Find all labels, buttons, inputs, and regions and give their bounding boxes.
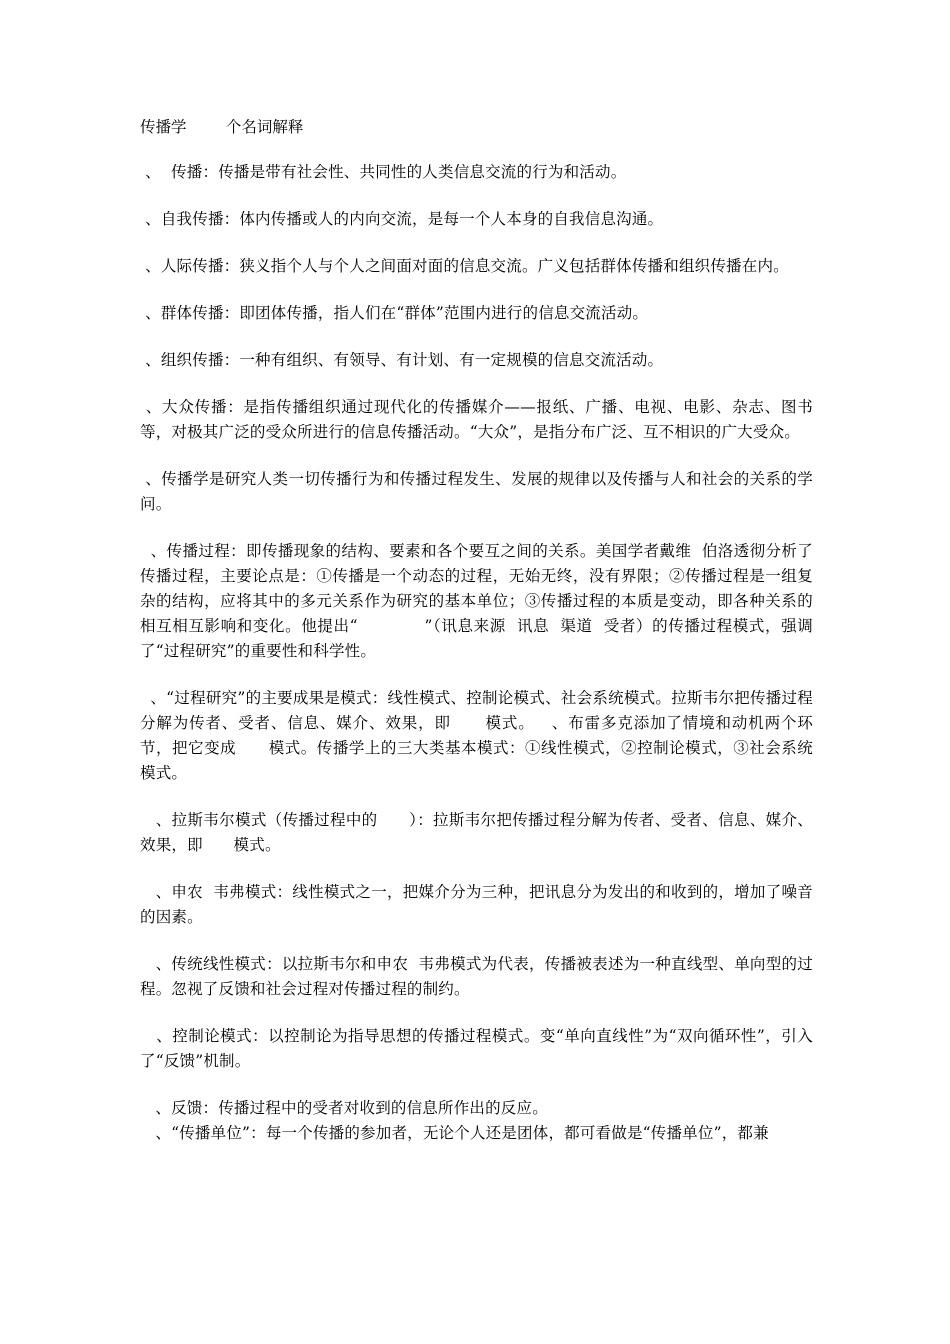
term-paragraph: 、传播过程：即传播现象的结构、要素和各个要互之间的关系。美国学者戴维 伯洛透彻分析了传播过程，主要论点是：①传播是一个动态的过程，无始无终，没有界限；②传播过程是一组复杂的结构，应将其中的多元关系作为研究的基本单位；③传播过程的本质是变动，即各种关系的相互相互影响和变化。他提出“ ”（讯息来源 讯息 渠道 受者）的传播过程模式，强调了“过程研究”的重要性和科学性。 xyxy=(140,542,813,660)
term-paragraph: 、申农 韦弗模式：线性模式之一，把媒介分为三种，把讯息分为发出的和收到的，增加了噪音的因素。 xyxy=(140,883,813,926)
term-paragraph: 、拉斯韦尔模式（传播过程中的 ）：拉斯韦尔把传播过程分解为传者、受者、信息、媒介、效果，即 模式。 xyxy=(140,811,813,854)
term-paragraph: 、反馈：传播过程中的受者对收到的信息所作出的反应。 xyxy=(140,1099,548,1117)
term-paragraph: 、自我传播：体内传播或人的内向交流，是每一个人本身的自我信息沟通。 xyxy=(140,210,664,228)
term-paragraph: 、传播学是研究人类一切传播行为和传播过程发生、发展的规律以及传播与人和社会的关系的学问。 xyxy=(140,470,813,513)
term-paragraph: 、大众传播：是指传播组织通过现代化的传播媒介——报纸、广播、电视、电影、杂志、图书等，对极其广泛的受众所进行的信息传播活动。“大众”，是指分布广泛、互不相识的广大受众。 xyxy=(140,398,813,441)
term-paragraph: 、控制论模式：以控制论为指导思想的传播过程模式。变“单向直线性”为“双向循环性”，引入了“反馈”机制。 xyxy=(140,1027,813,1070)
term-paragraph: 、“传播单位”：每一个传播的参加者，无论个人还是团体，都可看做是“传播单位”，都兼 xyxy=(140,1124,769,1142)
term-paragraph: 、 传播：传播是带有社会性、共同性的人类信息交流的行为和活动。 xyxy=(140,163,627,181)
term-paragraph: 、“过程研究”的主要成果是模式：线性模式、控制论模式、社会系统模式。拉斯韦尔把传播过程分解为传者、受者、信息、媒介、效果，即 模式。 、布雷多克添加了情境和动机两个环节，把它变成 模式。传播学上的三大类基本模式：①线性模式，②控制论模式，③社会系统模式。 xyxy=(140,689,813,782)
document-title: 传播学 个名词解释 xyxy=(140,118,304,136)
term-paragraph: 、人际传播：狭义指个人与个人之间面对面的信息交流。广义包括群体传播和组织传播在内。 xyxy=(140,257,789,275)
term-paragraph: 、群体传播：即团体传播，指人们在“群体”范围内进行的信息交流活动。 xyxy=(140,304,649,322)
term-paragraph: 、传统线性模式：以拉斯韦尔和申农 韦弗模式为代表，传播被表述为一种直线型、单向型的过程。忽视了反馈和社会过程对传播过程的制约。 xyxy=(140,955,813,998)
term-paragraph: 、组织传播：一种有组织、有领导、有计划、有一定规模的信息交流活动。 xyxy=(140,351,664,369)
document-page xyxy=(140,116,813,1146)
